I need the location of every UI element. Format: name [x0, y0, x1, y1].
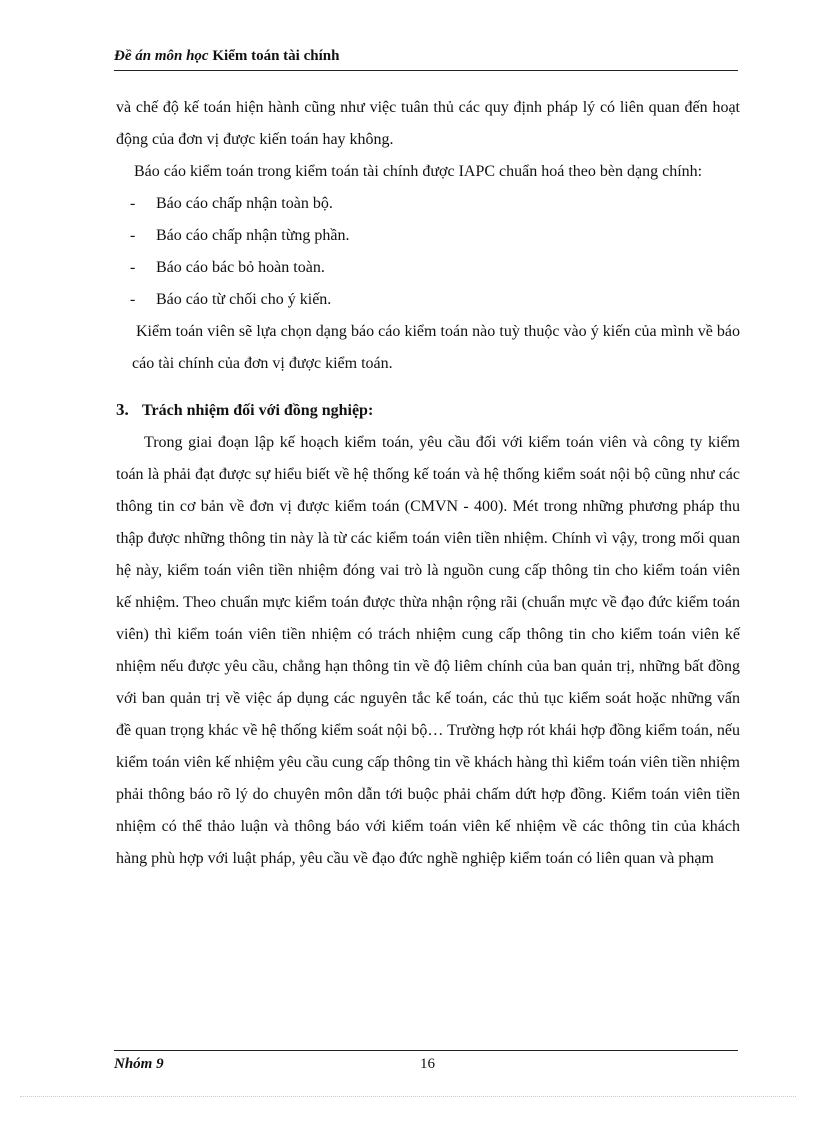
paragraph-1: và chế độ kế toán hiện hành cũng như việc tuân thủ các quy định pháp lý có liên quan đến hoạt động của đơn vị được kiến toán hay không.: [116, 99, 740, 148]
page-number: 16: [420, 1056, 435, 1072]
paragraph-3: Kiểm toán viên sẽ lựa chọn dạng báo cáo kiểm toán nào tuỳ thuộc vào ý kiến của mình về báo cáo tài chính của đơn vị được kiểm toán.: [132, 323, 740, 372]
section-heading: [116, 394, 740, 427]
section-number: 3.: [116, 400, 129, 419]
paragraph-2: Báo cáo kiểm toán trong kiểm toán tài chính được IAPC chuẩn hoá theo bèn dạng chính:: [134, 163, 703, 180]
list-item-text: Báo cáo chấp nhận toàn bộ.: [156, 195, 333, 212]
page-break-line: [20, 1096, 796, 1097]
page-body: [116, 92, 740, 875]
bullet-dash: -: [130, 227, 136, 244]
bullet-list: [116, 188, 740, 316]
section-title: Trách nhiệm đối với đồng nghiệp:: [142, 402, 374, 419]
paragraph-4: Trong giai đoạn lập kế hoạch kiểm toán, yêu cầu đối với kiểm toán viên và công ty kiểm toán là phải đạt được sự hiểu biết về hệ thống kế toán và hệ thống kiểm soát nội bộ cũng như các thông tin cơ bản về đơn vị được kiểm toán (CMVN - 400). Mét trong những phương pháp thu thập được những thông tin này là từ các kiểm toán viên tiền nhiệm. Chính vì vậy, trong mối quan hệ này, kiểm toán viên tiền nhiệm đóng vai trò là nguồn cung cấp thông tin cho kiểm toán viên kế nhiệm. Theo chuẩn mực kiểm toán được thừa nhận rộng rãi (chuẩn mực về đạo đức kiểm toán viên) thì kiểm toán viên tiền nhiệm có trách nhiệm cung cấp thông tin cho kiểm toán viên kế nhiệm nếu được yêu cầu, chẳng hạn thông tin về độ liêm chính của ban quản trị, những bất đồng với ban quản trị về việc áp dụng các nguyên tắc kế toán, các thủ tục kiểm soát hoặc những vấn đề quan trọng khác về hệ thống kiểm soát nội bộ… Trường hợp rót khái hợp đồng kiểm toán, nếu kiểm toán viên kế nhiệm yêu cầu cung cấp thông tin về khách hàng thì kiểm toán viên tiền nhiệm phải thông báo rõ lý do chuyên môn dẫn tới buộc phải chấm dứt hợp đồng. Kiểm toán viên tiền nhiệm có thể thảo luận và thông báo với kiểm toán viên kế nhiệm về các thông tin của khách hàng phù hợp với luật pháp, yêu cầu về đạo đức nghề nghiệp kiểm toán có liên quan và phạm: [116, 434, 740, 867]
list-item: [116, 284, 740, 316]
header-title-rest: Kiểm toán tài chính: [208, 48, 340, 64]
bullet-dash: -: [130, 291, 136, 308]
page-header: [114, 48, 738, 65]
list-item: [116, 220, 740, 252]
page-footer: [114, 1056, 738, 1073]
footer-rule: [114, 1050, 738, 1051]
list-item: [116, 252, 740, 284]
footer-group-label: Nhóm 9: [114, 1056, 164, 1072]
list-item-text: Báo cáo chấp nhận từng phần.: [156, 227, 350, 244]
bullet-dash: -: [130, 259, 136, 276]
header-rule: [114, 70, 738, 71]
bullet-dash: -: [130, 195, 136, 212]
list-item-text: Báo cáo từ chối cho ý kiến.: [156, 291, 332, 308]
list-item: [116, 188, 740, 220]
header-title-italic: Đề án môn học: [114, 48, 209, 64]
list-item-text: Báo cáo bác bỏ hoàn toàn.: [156, 259, 325, 276]
